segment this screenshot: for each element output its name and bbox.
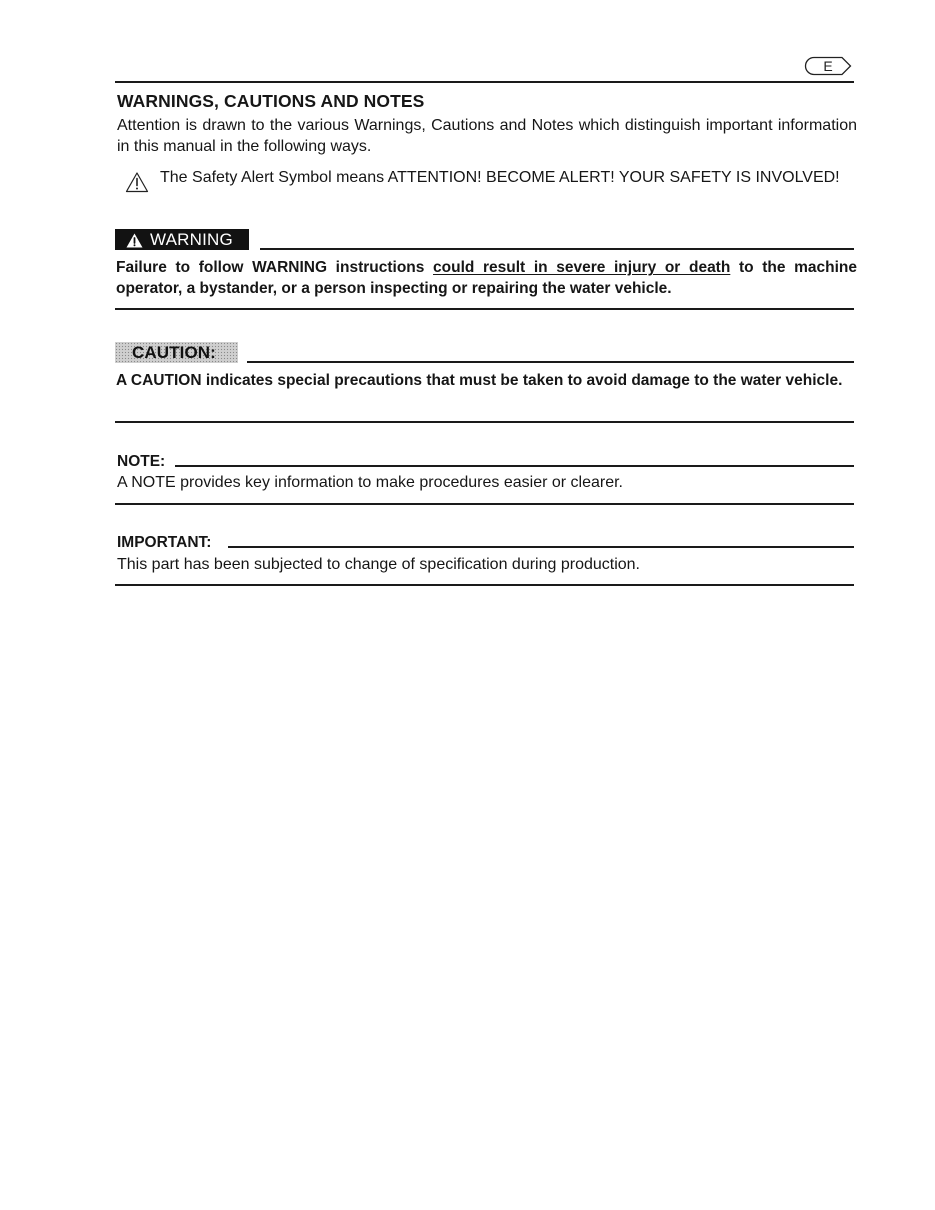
note-heading-rule — [175, 465, 854, 467]
warning-text-start: Failure to follow WARNING instructions — [116, 259, 434, 276]
note-text: A NOTE provides key information to make procedures easier or clearer. — [117, 474, 623, 491]
safety-alert-icon — [125, 171, 149, 193]
caution-label — [115, 342, 238, 363]
important-text: This part has been subjected to change of specification during production. — [117, 556, 640, 573]
important-label: IMPORTANT: — [117, 534, 212, 551]
important-heading-rule — [228, 546, 854, 548]
warning-text — [116, 257, 857, 299]
warning-triangle-icon — [126, 232, 143, 247]
warning-label — [115, 229, 249, 250]
note-label: NOTE: — [117, 453, 166, 470]
warning-text-end: to the machine operator, a bystander, or a person inspecting or repairing the water vehicle. — [116, 259, 858, 297]
warning-label-text: WARNING — [150, 230, 233, 249]
warning-text-underlined: could result in severe injury or death — [433, 259, 731, 276]
warning-end-rule — [115, 308, 854, 310]
section-title: WARNINGS, CAUTIONS AND NOTES — [117, 91, 425, 111]
language-badge-label: E — [823, 58, 833, 74]
safety-alert-text: The Safety Alert Symbol means ATTENTION! BECOME ALERT! YOUR SAFETY IS INVOLVED! — [160, 169, 840, 186]
top-rule — [115, 81, 854, 83]
warning-heading-rule — [260, 248, 854, 250]
caution-label-text: CAUTION: — [132, 343, 216, 362]
note-end-rule — [115, 503, 854, 505]
caution-heading-rule — [247, 361, 854, 363]
important-end-rule — [115, 584, 854, 586]
intro-paragraph: Attention is drawn to the various Warnings, Cautions and Notes which distinguish important information in this manual in the following ways. — [117, 117, 857, 155]
caution-end-rule — [115, 421, 854, 423]
caution-text: A CAUTION indicates special precautions that must be taken to avoid damage to the water vehicle. — [116, 372, 843, 389]
